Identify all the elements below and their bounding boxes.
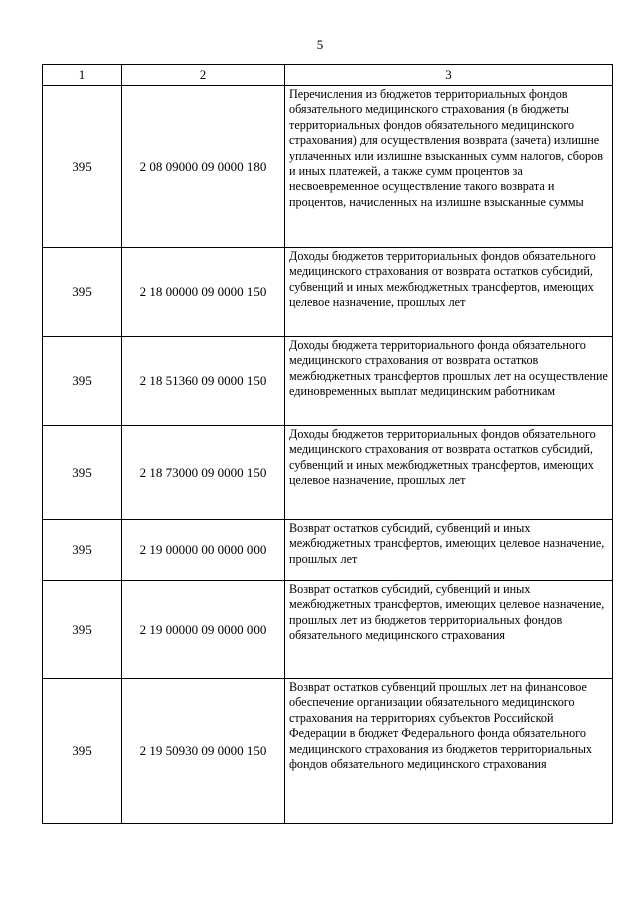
- column-header-1: 1: [43, 65, 122, 86]
- description-cell: Перечисления из бюджетов территориальных фондов обязательного медицинского страхования (в бюджеты территориальных фондов обязательного медицинского страхования) для осуществления возврата (зачета) излишне уплаченных или излишне взысканных сумм налогов, сборов и иных платежей, а также сумм процентов за несвоевременное осуществление такого возврата и процентов, начисленных на излишне взысканные суммы: [285, 86, 613, 248]
- budget-code-cell: 2 08 09000 09 0000 180: [122, 86, 285, 248]
- admin-code-cell: 395: [43, 248, 122, 337]
- table-row: [43, 581, 613, 679]
- budget-code-cell: 2 19 00000 00 0000 000: [122, 520, 285, 581]
- admin-code-cell: 395: [43, 86, 122, 248]
- budget-codes-table: [42, 64, 613, 824]
- description-cell: Доходы бюджета территориального фонда обязательного медицинского страхования от возврата остатков межбюджетных трансфертов прошлых лет на осуществление единовременных выплат медицинским работникам: [285, 337, 613, 426]
- admin-code-cell: 395: [43, 581, 122, 679]
- budget-code-cell: 2 19 00000 09 0000 000: [122, 581, 285, 679]
- column-header-3: 3: [285, 65, 613, 86]
- description-cell: Возврат остатков субсидий, субвенций и иных межбюджетных трансфертов, имеющих целевое назначение, прошлых лет: [285, 520, 613, 581]
- column-header-2: 2: [122, 65, 285, 86]
- budget-code-cell: 2 18 00000 09 0000 150: [122, 248, 285, 337]
- table-row: [43, 248, 613, 337]
- table-row: [43, 679, 613, 824]
- budget-code-cell: 2 19 50930 09 0000 150: [122, 679, 285, 824]
- budget-code-cell: 2 18 73000 09 0000 150: [122, 426, 285, 520]
- page-number: 5: [316, 37, 324, 52]
- description-cell: Возврат остатков субсидий, субвенций и иных межбюджетных трансфертов, имеющих целевое назначение, прошлых лет из бюджетов территориальных фондов обязательного медицинского страхования: [285, 581, 613, 679]
- table-row: [43, 520, 613, 581]
- budget-code-cell: 2 18 51360 09 0000 150: [122, 337, 285, 426]
- admin-code-cell: 395: [43, 520, 122, 581]
- description-cell: Возврат остатков субвенций прошлых лет на финансовое обеспечение организации обязательного медицинского страхования на территориях субъектов Российской Федерации в бюджет Федерального фонда обязательного медицинского страхования из бюджетов территориальных фондов обязательного медицинского страхования: [285, 679, 613, 824]
- admin-code-cell: 395: [43, 679, 122, 824]
- table-header-row: [43, 65, 613, 86]
- admin-code-cell: 395: [43, 337, 122, 426]
- table-row: [43, 337, 613, 426]
- table-row: [43, 86, 613, 248]
- description-cell: Доходы бюджетов территориальных фондов обязательного медицинского страхования от возврата остатков субсидий, субвенций и иных межбюджетных трансфертов, имеющих целевое назначение, прошлых лет: [285, 248, 613, 337]
- table-row: [43, 426, 613, 520]
- admin-code-cell: 395: [43, 426, 122, 520]
- description-cell: Доходы бюджетов территориальных фондов обязательного медицинского страхования от возврата остатков субсидий, субвенций и иных межбюджетных трансфертов, имеющих целевое назначение, прошлых лет: [285, 426, 613, 520]
